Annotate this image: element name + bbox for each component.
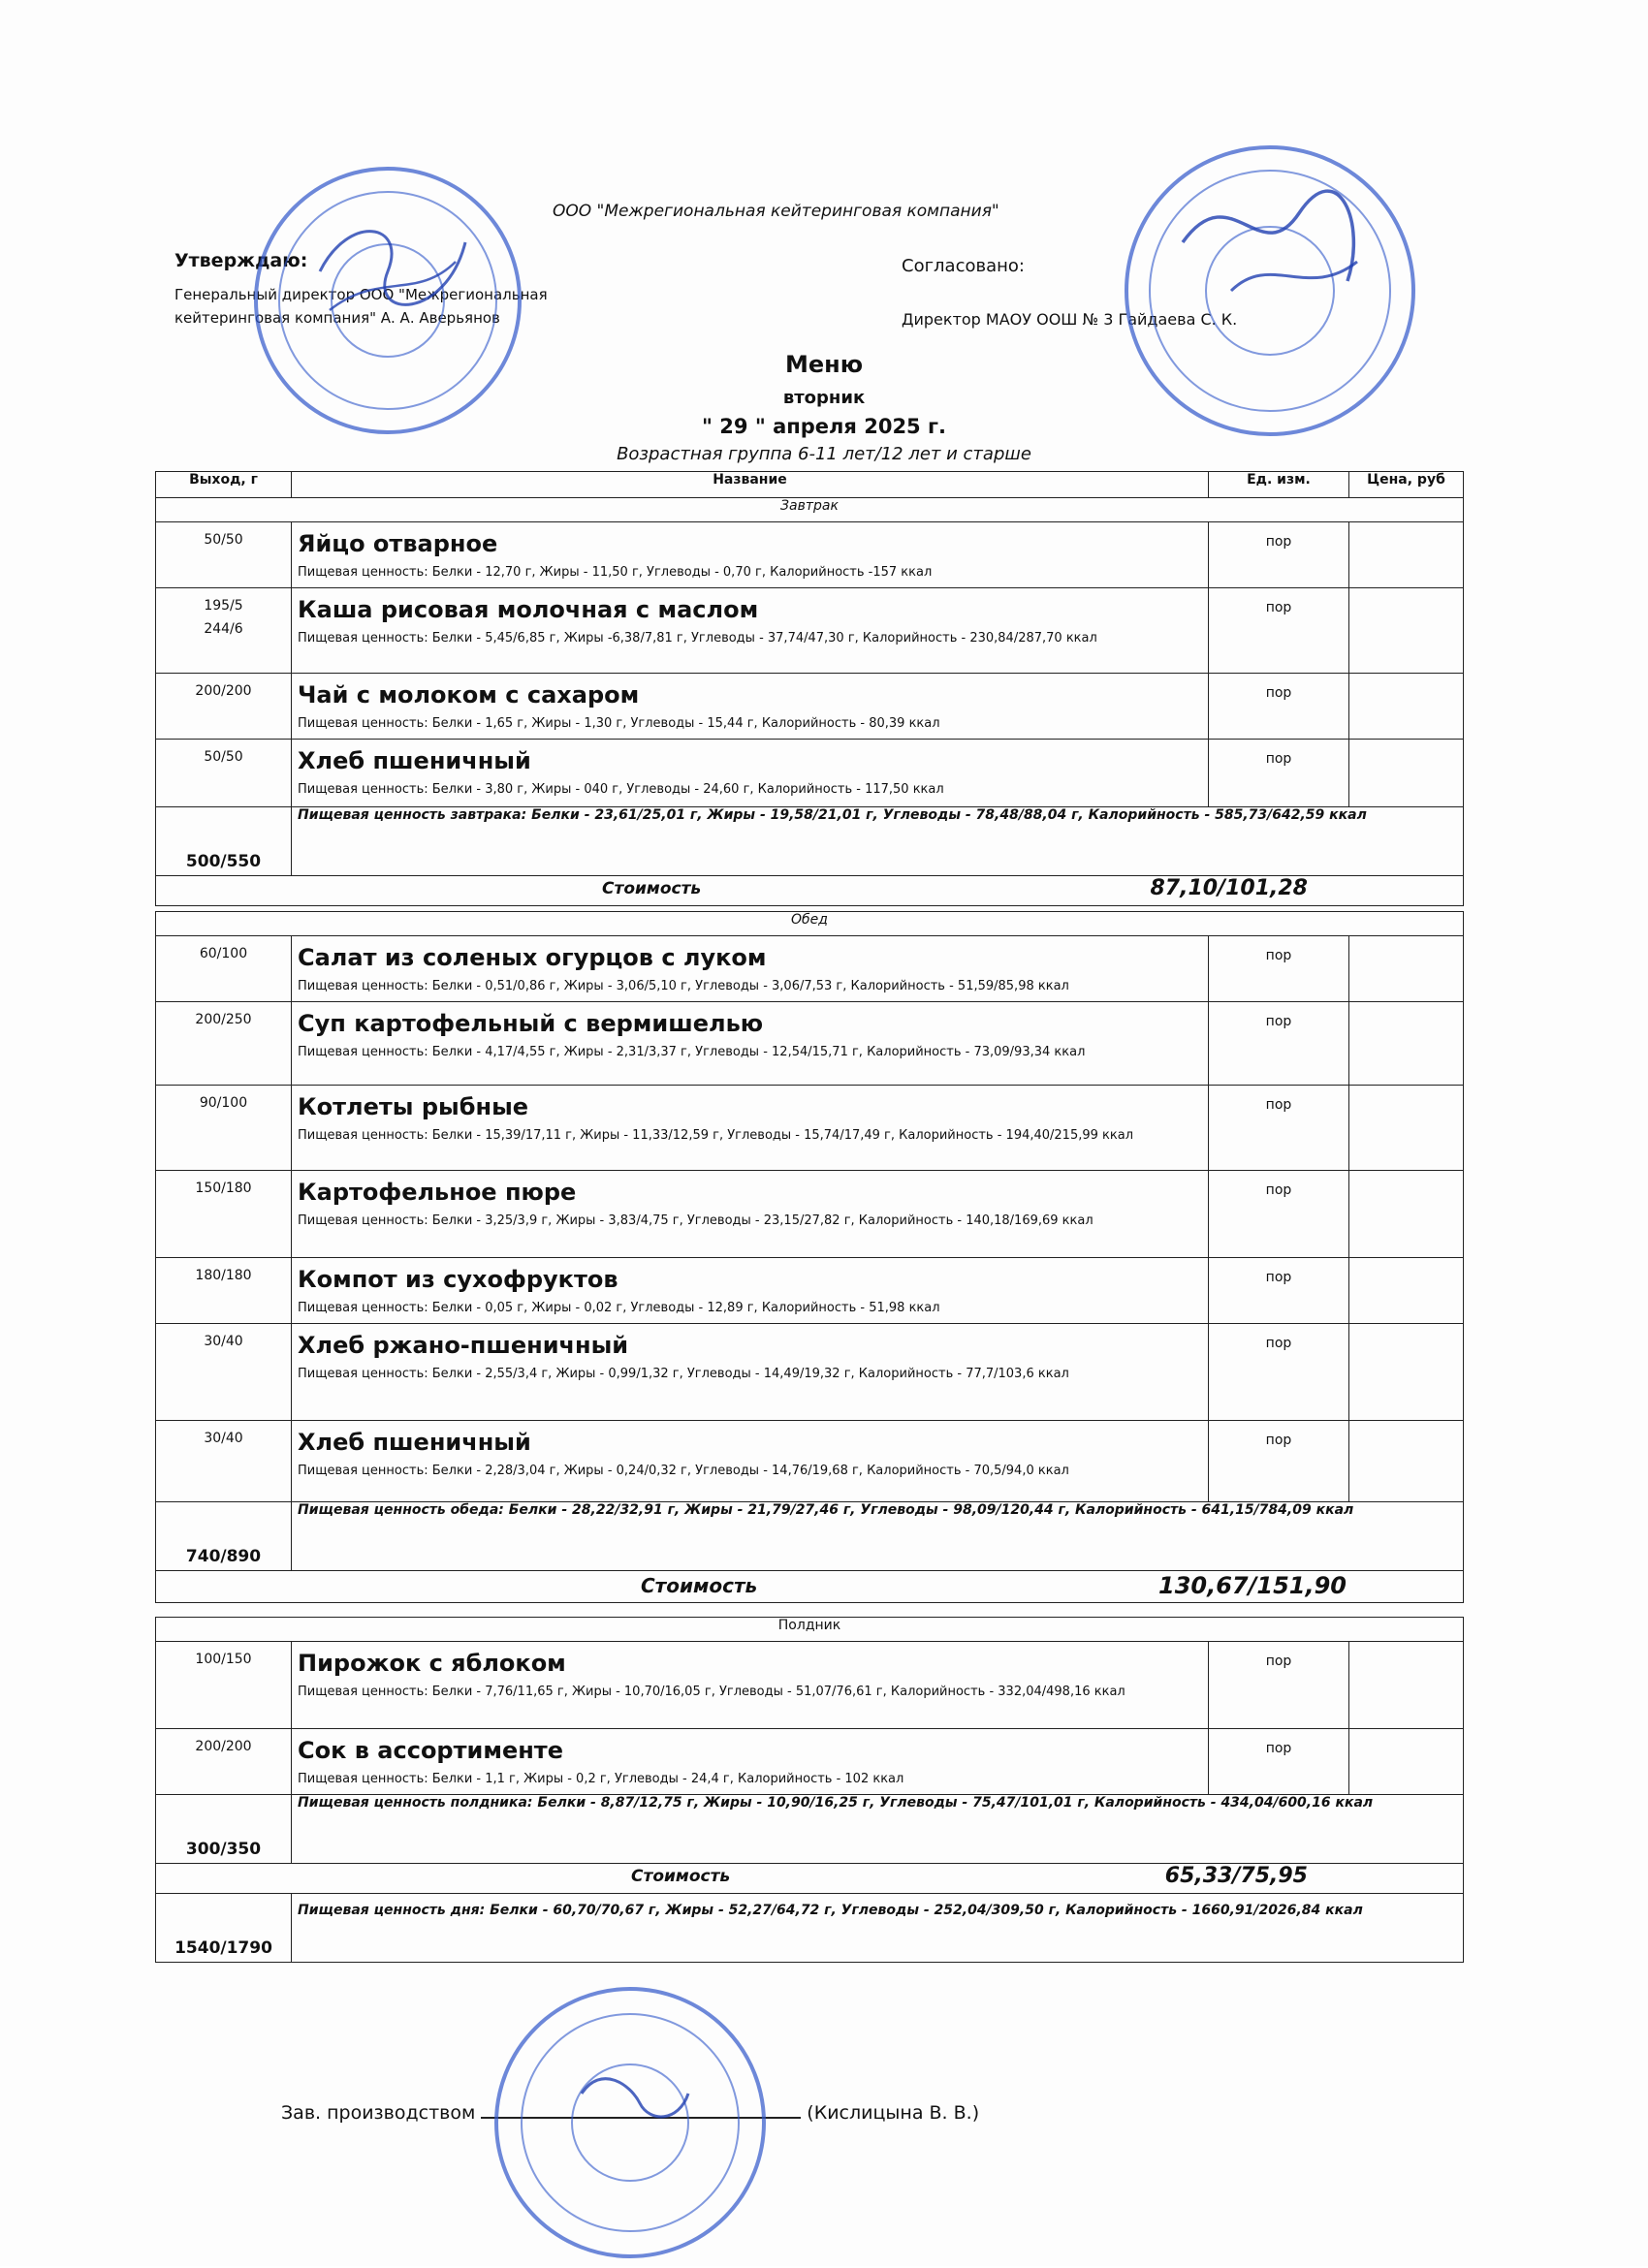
breakfast-total-row [156,807,1464,876]
dish-unit: пор [1209,522,1349,588]
dish-nutrition: Пищевая ценность: Белки - 0,51/0,86 г, Жиры - 3,06/5,10 г, Углеводы - 3,06/7,53 г, Калорийность - 51,59/85,98 ккал [298,979,1069,993]
snack-cost-row [156,1864,1464,1894]
dish-output: 200/200 [195,683,252,699]
dish-nutrition: Пищевая ценность: Белки - 15,39/17,11 г, Жиры - 11,33/12,59 г, Углеводы - 15,74/17,49 г, Калорийность - 194,40/215,99 ккал [298,1128,1134,1143]
table-header [156,472,1464,498]
dish-price [1349,1642,1464,1729]
total-output: 500/550 [156,807,292,876]
table-row [156,1642,1464,1729]
dish-nutrition: Пищевая ценность: Белки - 3,80 г, Жиры - 040 г, Углеводы - 24,60 г, Калорийность - 117,50 ккал [298,782,944,797]
dish-price [1348,1324,1463,1421]
document-title: Меню [784,351,864,378]
day-total-nutrition: Пищевая ценность дня: Белки - 60,70/70,67 г, Жиры - 52,27/64,72 г, Углеводы - 252,04/309,50 г, Калорийность - 1660,91/2026,84 ккал [298,1903,1363,1918]
dish-price [1348,1002,1463,1086]
total-output: 300/350 [156,1795,292,1864]
weekday: вторник [782,388,866,408]
dish-unit: пор [1209,674,1349,740]
cost-label: Стоимость [641,1574,758,1597]
approve-line-1: Генеральный директор ООО "Межрегиональная [174,286,548,303]
day-total-row [156,1894,1464,1963]
dish-name: Салат из соленых огурцов с луком [298,944,767,971]
header-price: Цена, руб [1349,472,1464,498]
table-row [156,588,1464,674]
cost-label: Стоимость [631,1867,731,1886]
cost-label: Стоимость [602,879,702,898]
dish-unit: пор [1208,1421,1348,1502]
lunch-cost-row [156,1571,1464,1603]
table-row [156,1258,1464,1324]
dish-price [1349,740,1464,807]
footer-label: Зав. производством [281,2102,476,2124]
header-output: Выход, г [156,472,292,498]
dish-price [1348,936,1463,1002]
dish-output: 30/40 [204,1431,243,1446]
dish-name: Чай с молоком с сахаром [298,681,640,709]
dish-name: Хлеб ржано-пшеничный [298,1332,629,1359]
breakfast-cost-row [156,876,1464,906]
snack-total-row [156,1795,1464,1864]
section-lunch: Обед [156,912,1464,936]
snack-table [155,1617,1464,1963]
dish-price [1348,1258,1463,1324]
dish-nutrition: Пищевая ценность: Белки - 4,17/4,55 г, Жиры - 2,31/3,37 г, Углеводы - 12,54/15,71 г, Калорийность - 73,09/93,34 ккал [298,1045,1086,1059]
table-row [156,1421,1464,1502]
dish-output: 180/180 [195,1268,252,1283]
dish-output: 200/250 [195,1012,252,1027]
table-row [156,936,1464,1002]
dish-output: 200/200 [195,1739,252,1754]
dish-name: Суп картофельный с вермишелью [298,1010,764,1037]
stamp-documents-icon [485,1977,776,2268]
table-row [156,1324,1464,1421]
cost-value: 130,67/151,90 [1158,1572,1347,1599]
dish-unit: пор [1209,1729,1349,1795]
dish-nutrition: Пищевая ценность: Белки - 3,25/3,9 г, Жиры - 3,83/4,75 г, Углеводы - 23,15/27,82 г, Калорийность - 140,18/169,69 ккал [298,1213,1093,1228]
dish-price [1349,674,1464,740]
dish-unit: пор [1208,1002,1348,1086]
header-unit: Ед. изм. [1209,472,1349,498]
dish-output: 60/100 [199,946,248,961]
dish-unit: пор [1209,588,1349,674]
stamp-company-icon [242,155,533,446]
dish-unit: пор [1209,740,1349,807]
dish-unit: пор [1209,1642,1349,1729]
total-nutrition: Пищевая ценность обеда: Белки - 28,22/32,91 г, Жиры - 21,79/27,46 г, Углеводы - 98,09/120,44 г, Калорийность - 641,15/784,09 ккал [298,1502,1354,1518]
dish-price [1348,1421,1463,1502]
dish-nutrition: Пищевая ценность: Белки - 2,55/3,4 г, Жиры - 0,99/1,32 г, Углеводы - 14,49/19,32 г, Калорийность - 77,7/103,6 ккал [298,1367,1069,1381]
dish-name: Картофельное пюре [298,1179,577,1206]
section-snack: Полдник [156,1618,1464,1642]
dish-output: 50/50 [204,532,243,548]
dish-name: Пирожок с яблоком [298,1650,566,1677]
agreed-label: Согласовано: [902,256,1025,276]
dish-output: 30/40 [204,1334,243,1349]
breakfast-table [155,471,1464,906]
dish-unit: пор [1208,936,1348,1002]
approve-line-2: кейтеринговая компания" А. А. Аверьянов [174,309,500,327]
section-breakfast: Завтрак [156,498,1464,522]
dish-nutrition: Пищевая ценность: Белки - 7,76/11,65 г, Жиры - 10,70/16,05 г, Углеводы - 51,07/76,61 г, Калорийность - 332,04/498,16 ккал [298,1685,1125,1699]
agreed-signer: Директор МАОУ ООШ № 3 Гайдаева С. К. [902,310,1238,329]
dish-output: 50/50 [204,749,243,765]
dish-nutrition: Пищевая ценность: Белки - 1,1 г, Жиры - 0,2 г, Углеводы - 24,4 г, Калорийность - 102 ккал [298,1772,904,1786]
dish-unit: пор [1208,1086,1348,1171]
total-nutrition: Пищевая ценность завтрака: Белки - 23,61/25,01 г, Жиры - 19,58/21,01 г, Углеводы - 78,48/88,04 г, Калорийность - 585,73/642,59 ккал [298,807,1367,823]
dish-nutrition: Пищевая ценность: Белки - 12,70 г, Жиры - 11,50 г, Углеводы - 0,70 г, Калорийность -157 ккал [298,565,933,580]
header-name: Название [292,472,1209,498]
table-row [156,522,1464,588]
cost-value: 87,10/101,28 [1150,876,1308,900]
dish-nutrition: Пищевая ценность: Белки - 0,05 г, Жиры - 0,02 г, Углеводы - 12,89 г, Калорийность - 51,98 ккал [298,1301,940,1315]
dish-price [1348,1171,1463,1258]
dish-price [1349,588,1464,674]
lunch-table [155,911,1464,1603]
dish-name: Сок в ассортименте [298,1737,563,1764]
dish-price [1348,1086,1463,1171]
dish-output: 195/5 [204,598,243,614]
total-output: 740/890 [156,1502,292,1571]
dish-price [1349,1729,1464,1795]
cost-value: 65,33/75,95 [1164,1864,1308,1888]
table-row [156,1729,1464,1795]
table-row [156,1171,1464,1258]
dish-name: Хлеб пшеничный [298,747,531,774]
table-row [156,740,1464,807]
dish-name: Яйцо отварное [298,530,498,557]
dish-name: Компот из сухофруктов [298,1266,618,1293]
age-group: Возрастная группа 6-11 лет/12 лет и старше [617,444,1031,464]
lunch-total-row [156,1502,1464,1571]
table-row [156,674,1464,740]
dish-name: Каша рисовая молочная с маслом [298,596,759,623]
menu-date: " 29 " апреля 2025 г. [702,415,946,438]
stamp-school-icon [1115,136,1425,446]
dish-unit: пор [1208,1258,1348,1324]
table-row [156,1002,1464,1086]
day-total-output: 1540/1790 [156,1894,292,1963]
dish-output-alt: 244/6 [204,621,243,637]
dish-output: 90/100 [199,1095,248,1111]
dish-unit: пор [1208,1324,1348,1421]
dish-output: 150/180 [195,1181,252,1196]
footer-name: (Кислицына В. В.) [807,2102,980,2124]
dish-price [1349,522,1464,588]
dish-name: Котлеты рыбные [298,1093,529,1120]
dish-unit: пор [1208,1171,1348,1258]
table-row [156,1086,1464,1171]
dish-output: 100/150 [195,1652,252,1667]
dish-name: Хлеб пшеничный [298,1429,531,1456]
total-nutrition: Пищевая ценность полдника: Белки - 8,87/12,75 г, Жиры - 10,90/16,25 г, Углеводы - 75,47/101,01 г, Калорийность - 434,04/600,16 ккал [298,1795,1374,1811]
approve-label: Утверждаю: [174,250,308,271]
company-name: ООО "Межрегиональная кейтеринговая компания" [553,202,999,221]
dish-nutrition: Пищевая ценность: Белки - 1,65 г, Жиры - 1,30 г, Углеводы - 15,44 г, Калорийность - 80,39 ккал [298,716,940,731]
dish-nutrition: Пищевая ценность: Белки - 2,28/3,04 г, Жиры - 0,24/0,32 г, Углеводы - 14,76/19,68 г, Калорийность - 70,5/94,0 ккал [298,1464,1069,1478]
dish-nutrition: Пищевая ценность: Белки - 5,45/6,85 г, Жиры -6,38/7,81 г, Углеводы - 37,74/47,30 г, Калорийность - 230,84/287,70 ккал [298,631,1097,646]
